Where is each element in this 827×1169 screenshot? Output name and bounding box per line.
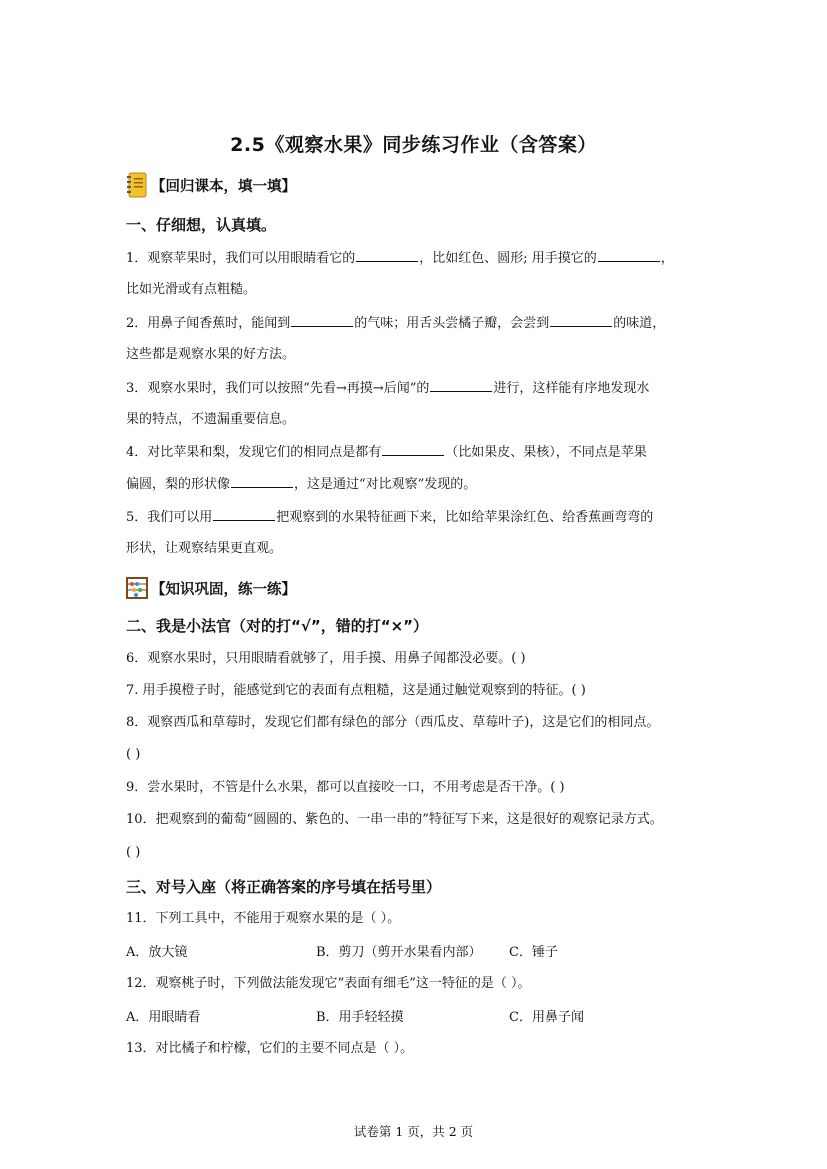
- section-practice-label: 【知识巩固，练一练】: [151, 581, 296, 598]
- question-1-line2: 比如光滑或有点粗糙。: [126, 282, 257, 297]
- heading-multiple-choice: 三、对号入座（将正确答案的序号填在括号里）: [126, 878, 442, 896]
- answer-blank[interactable]: [356, 248, 418, 262]
- page-title: 2.5《观察水果》同步练习作业（含答案）: [230, 134, 597, 156]
- question-8-line1: 8．观察西瓜和草莓时，发现它们都有绿色的部分（西瓜皮、草莓叶子)，这是它们的相同点。: [126, 715, 660, 730]
- question-1-line1: 1．观察苹果时，我们可以用眼睛看它的 ，比如红色、圆形; 用手摸它的 ，: [126, 248, 706, 269]
- question-12-option-a[interactable]: A．用眼睛看: [126, 1010, 201, 1025]
- question-11-option-b[interactable]: B．剪刀（剪开水果看内部）: [316, 945, 482, 960]
- question-13: 13．对比橘子和柠檬，它们的主要不同点是（ ）。: [126, 1041, 414, 1056]
- section-review-label: 【回归课本，填一填】: [151, 178, 296, 195]
- question-9: 9．尝水果时，不管是什么水果，都可以直接咬一口，不用考虑是否干净。( ): [126, 780, 565, 795]
- answer-blank[interactable]: [430, 378, 492, 392]
- question-11-option-c[interactable]: C．锤子: [509, 945, 558, 960]
- answer-blank[interactable]: [213, 507, 275, 521]
- question-2-line1: 2．用鼻子闻香蕉时，能闻到 的气味；用舌头尝橘子瓣，会尝到 的味道，: [126, 313, 706, 334]
- question-5-line1: 5．我们可以用 把观察到的水果特征画下来，比如给苹果涂红色、给香蕉画弯弯的: [126, 507, 706, 528]
- section-practice: [126, 575, 296, 601]
- notebook-icon: [126, 172, 148, 198]
- question-5-line2: 形状，让观察结果更直观。: [126, 541, 283, 556]
- question-3-line2: 果的特点，不遗漏重要信息。: [126, 412, 296, 427]
- answer-blank[interactable]: [382, 442, 444, 456]
- section-review: [126, 172, 296, 198]
- answer-blank[interactable]: [598, 248, 660, 262]
- question-7: 7. 用手摸橙子时，能感觉到它的表面有点粗糙，这是通过触觉观察到的特征。( ): [126, 683, 586, 698]
- question-4-line2: 偏圆，梨的形状像 ，这是通过“对比观察”发现的。: [126, 474, 706, 495]
- question-12-option-c[interactable]: C．用鼻子闻: [509, 1010, 584, 1025]
- question-11: 11．下列工具中，不能用于观察水果的是（ ）。: [126, 911, 401, 926]
- answer-blank[interactable]: [550, 313, 612, 327]
- question-3-line1: 3．观察水果时，我们可以按照“先看→再摸→后闻”的 进行，这样能有序地发现水: [126, 378, 706, 399]
- question-4-line1: 4．对比苹果和梨，发现它们的相同点是都有 （比如果皮、果核），不同点是苹果: [126, 442, 706, 463]
- question-10-answer[interactable]: ( ): [126, 845, 141, 860]
- question-12: 12．观察桃子时，下列做法能发现它“表面有细毛”这一特征的是（ ）。: [126, 976, 531, 991]
- question-2-line2: 这些都是观察水果的好方法。: [126, 347, 296, 362]
- question-6: 6．观察水果时，只用眼睛看就够了，用手摸、用鼻子闻都没必要。( ): [126, 651, 526, 666]
- heading-fill-in: 一、仔细想，认真填。: [126, 216, 277, 234]
- answer-blank[interactable]: [231, 474, 293, 488]
- answer-blank[interactable]: [291, 313, 353, 327]
- question-11-option-a[interactable]: A．放大镜: [126, 945, 188, 960]
- question-12-option-b[interactable]: B．用手轻轻摸: [316, 1010, 404, 1025]
- abacus-icon: [126, 575, 148, 601]
- question-8-answer[interactable]: ( ): [126, 747, 141, 762]
- heading-true-false: 二、我是小法官（对的打“√”，错的打“×”）: [126, 617, 429, 635]
- question-10-line1: 10．把观察到的葡萄“圆圆的、紫色的、一串一串的”特征写下来，这是很好的观察记录方式。: [126, 812, 663, 827]
- page-footer: 试卷第 1 页，共 2 页: [353, 1124, 474, 1139]
